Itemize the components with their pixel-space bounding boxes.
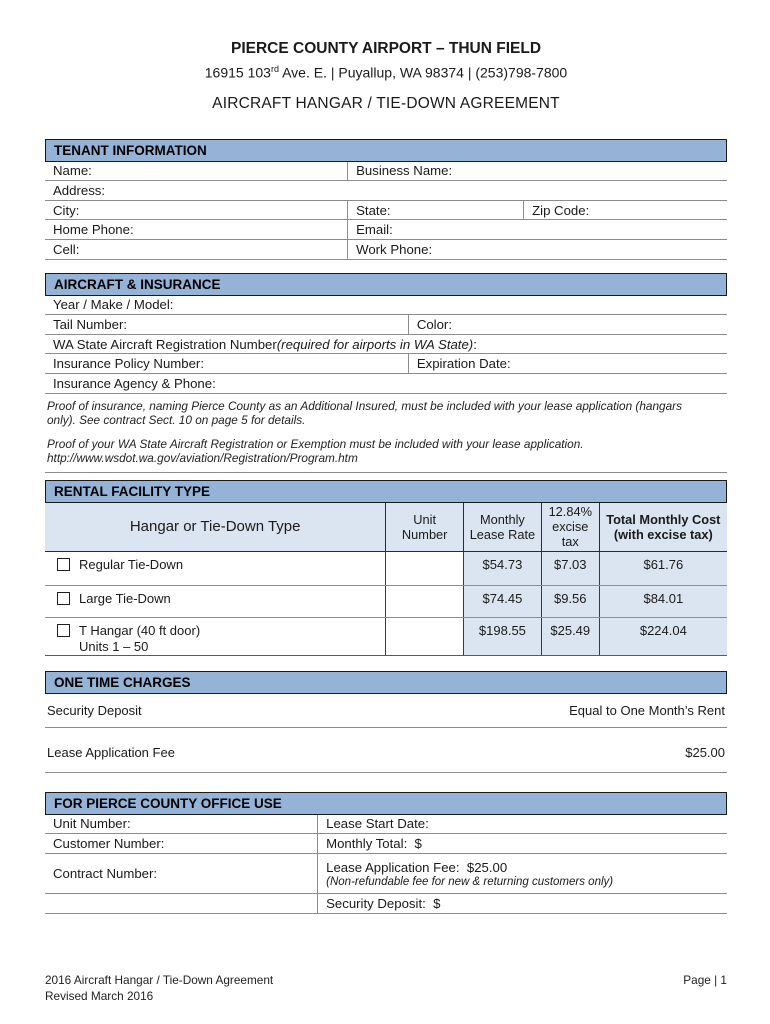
lease-fee-row <box>45 728 727 773</box>
org-address-ordinal: rd <box>270 64 279 74</box>
aircraft-row-policy <box>45 354 727 374</box>
tenant-row-home-phone <box>45 220 727 240</box>
registration-suffix: : <box>473 336 477 352</box>
name-field: Name: <box>53 163 92 179</box>
org-name: PIERCE COUNTY AIRPORT – THUN FIELD <box>230 40 542 57</box>
registration-url-link[interactable]: http://www.wsdot.wa.gov/aviation/Registration/Program.htm <box>47 451 358 466</box>
lease-fee-label: Lease Application Fee <box>47 744 175 760</box>
footer-doc-info <box>45 972 273 1004</box>
col-header-lease-rate: Monthly Lease Rate <box>463 503 541 551</box>
col-header-type: Hangar or Tie-Down Type <box>129 517 301 535</box>
org-address <box>45 58 727 84</box>
office-security-deposit-field: Security Deposit: $ <box>317 894 727 913</box>
footer-page-number: Page | 1 <box>683 973 727 987</box>
charges-section <box>45 694 727 773</box>
regular-tie-down-label: Regular Tie-Down <box>79 556 184 572</box>
doc-title: AIRCRAFT HANGAR / TIE-DOWN AGREEMENT <box>212 94 560 112</box>
regular-tie-down-cell <box>45 552 385 585</box>
tenant-section <box>45 162 727 260</box>
large-tie-down-label: Large Tie-Down <box>79 590 171 606</box>
charges-section-header <box>45 671 727 694</box>
t-hangar-label: T Hangar (40 ft door) <box>79 622 201 638</box>
table-row-regular-tie-down <box>45 552 727 586</box>
rental-table-header <box>45 503 727 552</box>
aircraft-row-agency <box>45 374 727 394</box>
policy-number-field: Insurance Policy Number: <box>53 356 204 372</box>
large-unit-number-cell <box>385 586 463 617</box>
aircraft-row-registration <box>45 335 727 355</box>
registration-note: (required for airports in WA State) <box>276 336 474 352</box>
office-row-customer <box>45 834 727 854</box>
registration-proof-text: Proof of your WA State Aircraft Registration or Exemption must be included with your lease application. <box>47 436 584 451</box>
total-cost-line2: (with excise tax) <box>613 526 713 542</box>
regular-excise-tax: $7.03 <box>541 552 599 585</box>
tenant-row-cell <box>45 240 727 260</box>
business-name-field: Business Name: <box>347 162 727 181</box>
large-tie-down-cell <box>45 586 385 617</box>
page-footer <box>45 972 727 1004</box>
office-section-header <box>45 792 727 815</box>
monthly-total-field: Monthly Total: $ <box>317 834 727 853</box>
aircraft-row-tail <box>45 315 727 335</box>
office-row-unit <box>45 815 727 835</box>
tenant-row-city <box>45 201 727 221</box>
aircraft-section-title: AIRCRAFT & INSURANCE <box>54 276 221 292</box>
work-phone-field: Work Phone: <box>347 240 727 259</box>
customer-number-field: Customer Number: <box>53 835 165 851</box>
aircraft-row-year-make-model <box>45 296 727 316</box>
registration-label: WA State Aircraft Registration Number <box>53 336 277 352</box>
regular-tie-down-checkbox[interactable] <box>57 558 70 571</box>
lease-start-date-field: Lease Start Date: <box>317 815 727 834</box>
office-section-title: FOR PIERCE COUNTY OFFICE USE <box>54 795 282 811</box>
aircraft-section-header <box>45 273 727 296</box>
registration-field <box>45 335 727 354</box>
footer-revision-line: Revised March 2016 <box>45 989 154 1003</box>
office-row-security <box>45 894 727 914</box>
registration-proof-note <box>47 437 713 466</box>
total-cost-line1: Total Monthly Cost <box>606 511 721 527</box>
tenant-section-title: TENANT INFORMATION <box>54 142 207 158</box>
office-lease-fee-field <box>317 854 727 893</box>
t-hangar-units-label: Units 1 – 50 <box>79 638 149 654</box>
security-deposit-row <box>45 694 727 728</box>
document-header <box>45 40 727 114</box>
large-excise-tax: $9.56 <box>541 586 599 617</box>
large-lease-rate: $74.45 <box>463 586 541 617</box>
office-unit-number-field: Unit Number: <box>53 816 131 832</box>
large-tie-down-checkbox[interactable] <box>57 592 70 605</box>
charges-section-title: ONE TIME CHARGES <box>54 674 191 690</box>
lease-fee-value: $25.00 <box>685 744 725 760</box>
security-deposit-label: Security Deposit <box>47 702 142 718</box>
email-field: Email: <box>347 220 727 239</box>
t-hangar-total-cost: $224.04 <box>599 618 727 655</box>
rental-section-title: RENTAL FACILITY TYPE <box>54 483 211 499</box>
t-hangar-lease-rate: $198.55 <box>463 618 541 655</box>
office-lease-fee-label: Lease Application Fee: $25.00 <box>326 860 508 876</box>
office-lease-fee-note: (Non-refundable fee for new & returning customers only) <box>326 876 614 889</box>
aircraft-notes <box>45 394 727 473</box>
tenant-row-address <box>45 181 727 201</box>
org-address-rest: Ave. E. | Puyallup, WA 98374 | (253)798-7800 <box>278 64 568 81</box>
contract-number-field: Contract Number: <box>53 865 158 881</box>
city-field: City: <box>53 202 80 218</box>
org-address-number: 16915 103 <box>204 64 271 81</box>
footer-doc-line: 2016 Aircraft Hangar / Tie-Down Agreement <box>45 973 274 987</box>
insurance-proof-note: Proof of insurance, naming Pierce County as an Additional Insured, must be included with your lease application (hangars only). See contract Sect. 10 on page 5 for details. <box>47 398 682 428</box>
rental-table <box>45 503 727 656</box>
home-phone-field: Home Phone: <box>53 222 134 238</box>
state-field: State: <box>347 201 523 220</box>
large-total-cost: $84.01 <box>599 586 727 617</box>
office-empty-cell <box>45 894 317 913</box>
col-header-unit-number: Unit Number <box>385 503 463 551</box>
regular-total-cost: $61.76 <box>599 552 727 585</box>
security-deposit-value: Equal to One Month’s Rent <box>569 702 725 718</box>
table-row-t-hangar <box>45 618 727 656</box>
regular-lease-rate: $54.73 <box>463 552 541 585</box>
cell-phone-field: Cell: <box>53 241 80 257</box>
t-hangar-cell <box>45 618 385 655</box>
rental-section-header <box>45 480 727 503</box>
color-field: Color: <box>408 315 727 334</box>
regular-unit-number-cell <box>385 552 463 585</box>
aircraft-section <box>45 296 727 473</box>
t-hangar-excise-tax: $25.49 <box>541 618 599 655</box>
office-section <box>45 815 727 914</box>
t-hangar-checkbox[interactable] <box>57 624 70 637</box>
year-make-model-field: Year / Make / Model: <box>53 297 174 313</box>
table-row-large-tie-down <box>45 586 727 618</box>
col-header-total-cost <box>599 503 727 551</box>
office-row-contract <box>45 854 727 894</box>
tenant-row-name <box>45 162 727 182</box>
col-header-excise-tax: 12.84% excise tax <box>541 503 599 551</box>
tenant-section-header <box>45 139 727 162</box>
insurance-agency-field: Insurance Agency & Phone: <box>53 375 216 391</box>
tail-number-field: Tail Number: <box>53 317 128 333</box>
t-hangar-unit-number-cell <box>385 618 463 655</box>
expiration-date-field: Expiration Date: <box>408 354 727 373</box>
address-field: Address: <box>53 183 106 199</box>
zip-field: Zip Code: <box>523 201 727 220</box>
